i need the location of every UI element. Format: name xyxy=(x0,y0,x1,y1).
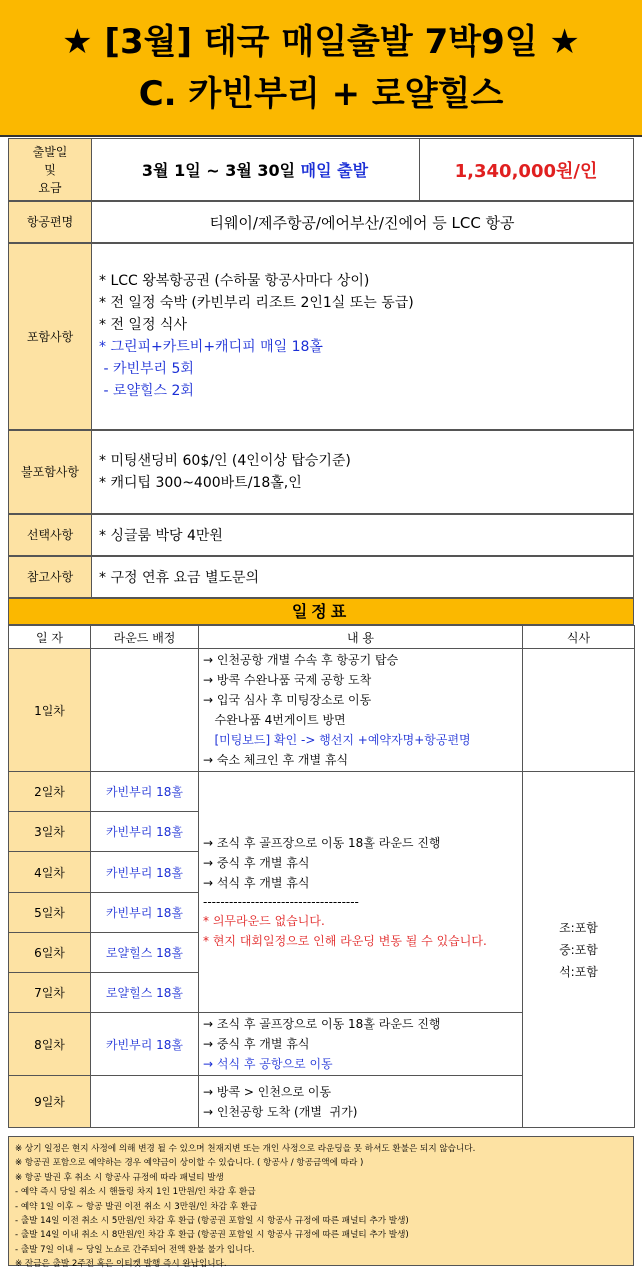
header-content: 내 용 xyxy=(199,626,523,649)
round-assignment: 로얄힐스 18홀 xyxy=(91,973,199,1013)
note-line: - 예약 1일 이후 ~ 항공 발권 이전 취소 시 3만원/인 차감 후 환급 xyxy=(15,1201,258,1212)
schedule-row-day2 xyxy=(9,772,635,812)
departure-row xyxy=(8,138,634,201)
departure-value xyxy=(91,139,633,200)
round-assignment: 카빈부리 18홀 xyxy=(91,893,199,933)
day-label: 4일차 xyxy=(9,852,91,893)
reference-row xyxy=(8,556,634,598)
optional-value: * 싱글룸 박당 4만원 xyxy=(99,528,223,544)
airline-row xyxy=(8,201,634,243)
included-item: * 전 일정 식사 xyxy=(99,317,187,333)
note-line: ※ 항공권 포함으로 예약하는 경우 예약금이 상이할 수 있습니다. ( 항공사 / 항공금액에 따라 ) xyxy=(15,1158,364,1169)
included-golf-item: - 로얄힐스 2회 xyxy=(99,383,194,399)
round-assignment: 카빈부리 18홀 xyxy=(91,772,199,812)
header-meal: 식사 xyxy=(523,626,635,649)
included-row xyxy=(8,243,634,430)
round-assignment: 카빈부리 18홀 xyxy=(91,1013,199,1076)
golf-note: * 현지 대회일정으로 인해 라운딩 변동 될 수 있습니다. xyxy=(203,934,487,948)
day-label: 1일차 xyxy=(9,649,91,772)
price: 1,340,000원/인 xyxy=(454,160,598,182)
day8-content: → 조식 후 골프장으로 이동 18홀 라운드 진행 → 중식 후 개별 휴식 → 석식 후 공항으로 이동 xyxy=(199,1013,523,1076)
meal-info: 조:포함 중:포함 석:포함 xyxy=(523,772,635,1128)
divider: ------------------------------------ xyxy=(203,895,359,909)
note-line: ※ 잔금은 출발 2주전 혹은 이티켓 발행 즉시 완납입니다. xyxy=(15,1259,227,1270)
schedule-row-day1 xyxy=(9,649,635,772)
day-label: 3일차 xyxy=(9,812,91,852)
included-golf-item: - 카빈부리 5회 xyxy=(99,361,194,377)
note-line: ※ 항공 발권 후 취소 시 항공사 규정에 따라 패널티 발생 xyxy=(15,1172,224,1183)
title-line-2: C. 카빈부리 + 로얄힐스 xyxy=(138,74,504,114)
included-item: * LCC 왕복항공권 (수하물 항공사마다 상이) xyxy=(99,273,370,289)
header-day: 일 자 xyxy=(9,626,91,649)
note-line: - 출발 7일 이내 ~ 당일 노쇼로 간주되어 전액 환불 불가 입니다. xyxy=(15,1244,255,1255)
day-label: 2일차 xyxy=(9,772,91,812)
optional-row xyxy=(8,514,634,556)
round-empty xyxy=(91,649,199,772)
excluded-value xyxy=(91,431,633,513)
excluded-label: 불포함사항 xyxy=(9,431,92,513)
golf-days-content: → 조식 후 골프장으로 이동 18홀 라운드 진행 → 중식 후 개별 휴식 → 석식 후 개별 휴식 ------------------------------------ * 의무라운드 없습니다. * 현지 대회일정으로 인해 라운딩 변동 될 수 있습니다. xyxy=(199,772,523,1013)
round-empty xyxy=(91,1076,199,1128)
excluded-row xyxy=(8,430,634,514)
included-golf-item: * 그린피+카트비+캐디피 매일 18홀 xyxy=(99,339,323,355)
day9-content: → 방콕 > 인천으로 이동 → 인천공항 도착 (개별 귀가) xyxy=(199,1076,523,1128)
included-label: 포함사항 xyxy=(9,244,92,429)
reference-label: 참고사항 xyxy=(9,557,92,597)
departure-daily: 매일 출발 xyxy=(300,161,369,180)
title-line-1: ★ [3월] 태국 매일출발 7박9일 ★ xyxy=(62,22,580,62)
reference-value: * 구정 연휴 요금 별도문의 xyxy=(99,570,260,586)
departure-label: 출발일 및 요금 xyxy=(9,139,92,200)
title-banner xyxy=(0,0,642,137)
note-line: ※ 상기 일정은 현지 사정에 의해 변경 될 수 있으며 천재지변 또는 개인 사정으로 라운딩을 못 하셔도 환불은 되지 않습니다. xyxy=(15,1144,476,1154)
round-assignment: 카빈부리 18홀 xyxy=(91,852,199,893)
day-label: 6일차 xyxy=(9,933,91,973)
notes-box xyxy=(8,1136,634,1270)
included-value xyxy=(91,244,633,429)
note-line: - 출발 14일 이내 취소 시 8만원/인 차감 후 환급 (항공권 포함일 시 항공사 규정에 따른 패널티 추가 발생) xyxy=(15,1230,409,1241)
day-label: 7일차 xyxy=(9,973,91,1013)
day-label: 9일차 xyxy=(9,1076,91,1128)
day-label: 5일차 xyxy=(9,893,91,933)
day-label: 8일차 xyxy=(9,1013,91,1076)
airline-value: 티웨이/제주항공/에어부산/진에어 등 LCC 항공 xyxy=(209,213,515,232)
header-round: 라운드 배정 xyxy=(91,626,199,649)
excluded-item: * 캐디팁 300~400바트/18홀,인 xyxy=(99,475,302,491)
excluded-item: * 미팅샌딩비 60$/인 (4인이상 탑승기준) xyxy=(99,453,351,469)
schedule-header-row xyxy=(9,626,635,649)
round-assignment: 로얄힐스 18홀 xyxy=(91,933,199,973)
schedule-title: 일정표 xyxy=(8,598,634,625)
round-assignment: 카빈부리 18홀 xyxy=(91,812,199,852)
optional-label: 선택사항 xyxy=(9,515,92,555)
golf-note: * 의무라운드 없습니다. xyxy=(203,914,325,928)
day1-content: → 인천공항 개별 수속 후 항공기 탑승 → 방콕 수완나품 국제 공항 도착 → 입국 심사 후 미팅장소로 이동 수완나품 4번게이트 방면 [미팅보드] 확인 -> 행선지 +예약자명+항공편명 → 숙소 체크인 후 개별 휴식 xyxy=(199,649,523,772)
note-line: - 예약 즉시 당일 취소 시 핸들링 차지 1인 1만원/인 차감 후 환급 xyxy=(15,1187,256,1198)
departure-dates: 3월 1일 ~ 3월 30일 xyxy=(141,161,296,180)
meal-empty xyxy=(523,649,635,772)
schedule-table xyxy=(8,625,635,1128)
airline-label: 항공편명 xyxy=(9,202,92,242)
included-item: * 전 일정 숙박 (카빈부리 리조트 2인1실 또는 동급) xyxy=(99,295,414,311)
note-line: - 출발 14일 이전 취소 시 5만원/인 차감 후 환급 (항공권 포함일 시 항공사 규정에 따른 패널티 추가 발생) xyxy=(15,1216,409,1227)
